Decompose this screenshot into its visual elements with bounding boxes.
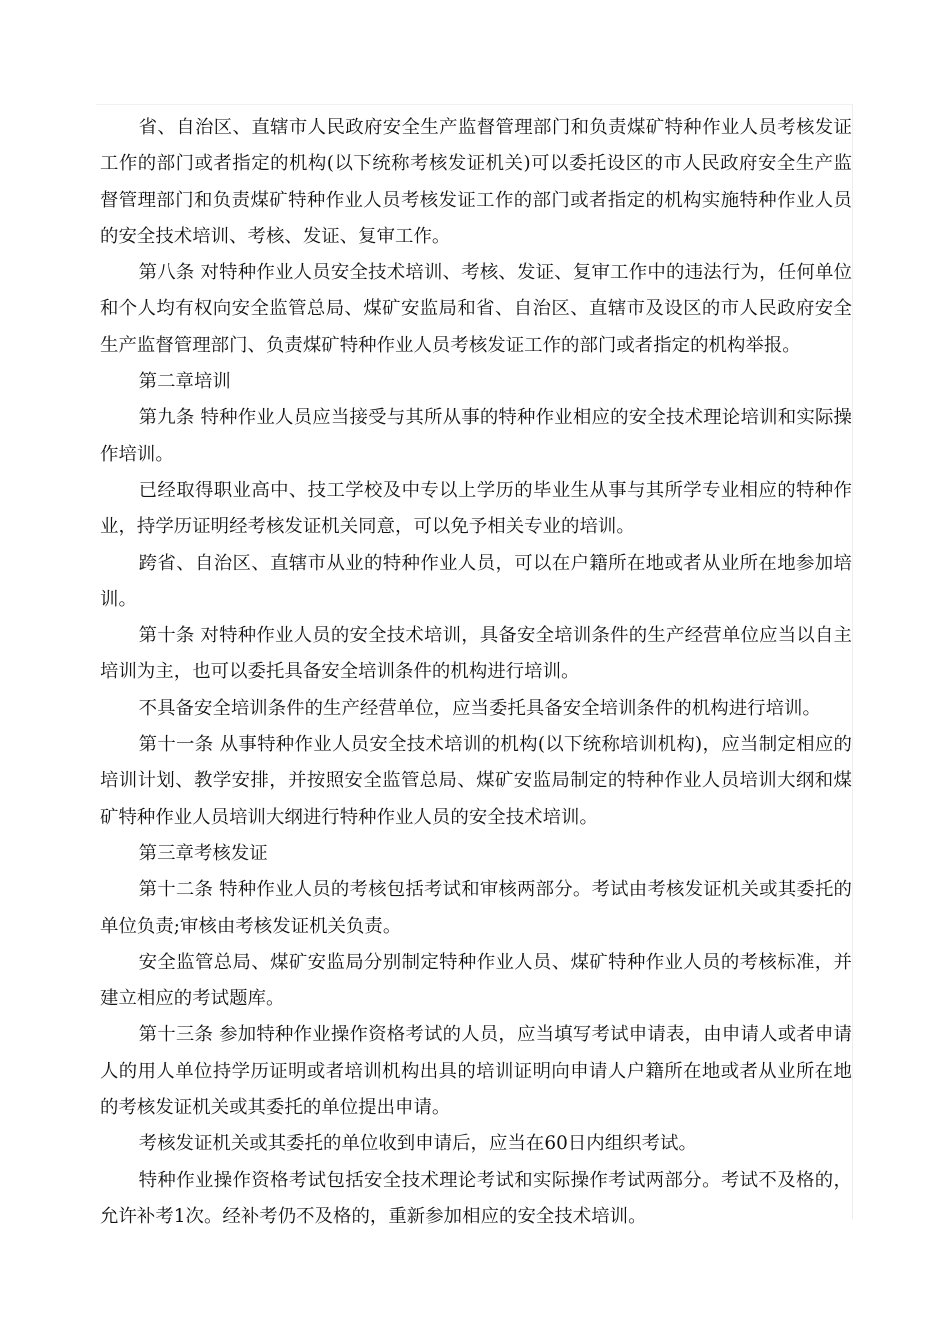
article-11-paragraph: 第十一条 从事特种作业人员安全技术培训的机构(以下统称培训机构)，应当制定相应的培训计划、教学安排，并按照安全监管总局、煤矿安监局制定的特种作业人员培训大纲和煤矿特种作业人员培训大纲进行特种作业人员的安全技术培训。	[100, 734, 852, 828]
article-13-paragraph: 第十三条 参加特种作业操作资格考试的人员，应当填写考试申请表，由申请人或者申请人的用人单位持学历证明或者培训机构出具的培训证明向申请人户籍所在地或者从业所在地的考核发证机关或其委托的单位提出申请。	[100, 1024, 852, 1119]
chapter-2-heading: 第二章培训	[138, 371, 231, 393]
paragraph: 跨省、自治区、直辖市从业的特种作业人员，可以在户籍所在地或者从业所在地参加培训。	[100, 552, 852, 610]
paragraph: 省、自治区、直辖市人民政府安全生产监督管理部门和负责煤矿特种作业人员考核发证工作的部门或者指定的机构(以下统称考核发证机关)可以委托设区的市人民政府安全生产监督管理部门和负责煤矿特种作业人员考核发证工作的部门或者指定的机构实施特种作业人员的安全技术培训、考核、发证、复审工作。	[100, 117, 852, 247]
article-12-paragraph: 第十二条 特种作业人员的考核包括考试和审核两部分。考试由考核发证机关或其委托的单位负责;审核由考核发证机关负责。	[100, 879, 852, 937]
paragraph: 考核发证机关或其委托的单位收到申请后，应当在60日内组织考试。	[138, 1133, 697, 1155]
paragraph: 已经取得职业高中、技工学校及中专以上学历的毕业生从事与其所学专业相应的特种作业，持学历证明经考核发证机关同意，可以免予相关专业的培训。	[100, 479, 852, 538]
paragraph: 不具备安全培训条件的生产经营单位，应当委托具备安全培训条件的机构进行培训。	[138, 697, 821, 719]
article-9-paragraph: 第九条 特种作业人员应当接受与其所从事的特种作业相应的安全技术理论培训和实际操作培训。	[100, 407, 852, 465]
document-body	[100, 110, 852, 1235]
paragraph: 安全监管总局、煤矿安监局分别制定特种作业人员、煤矿特种作业人员的考核标准，并建立相应的考试题库。	[100, 951, 852, 1010]
article-8-paragraph: 第八条 对特种作业人员安全技术培训、考核、发证、复审工作中的违法行为，任何单位和个人均有权向安全监管总局、煤矿安监局和省、自治区、直辖市及设区的市人民政府安全生产监督管理部门、负责煤矿特种作业人员考核发证工作的部门或者指定的机构举报。	[100, 262, 852, 356]
paragraph: 特种作业操作资格考试包括安全技术理论考试和实际操作考试两部分。考试不及格的，允许补考1次。经补考仍不及格的，重新参加相应的安全技术培训。	[100, 1169, 852, 1227]
article-10-paragraph: 第十条 对特种作业人员的安全技术培训，具备安全培训条件的生产经营单位应当以自主培训为主，也可以委托具备安全培训条件的机构进行培训。	[100, 625, 852, 683]
chapter-3-heading: 第三章考核发证	[138, 842, 268, 864]
